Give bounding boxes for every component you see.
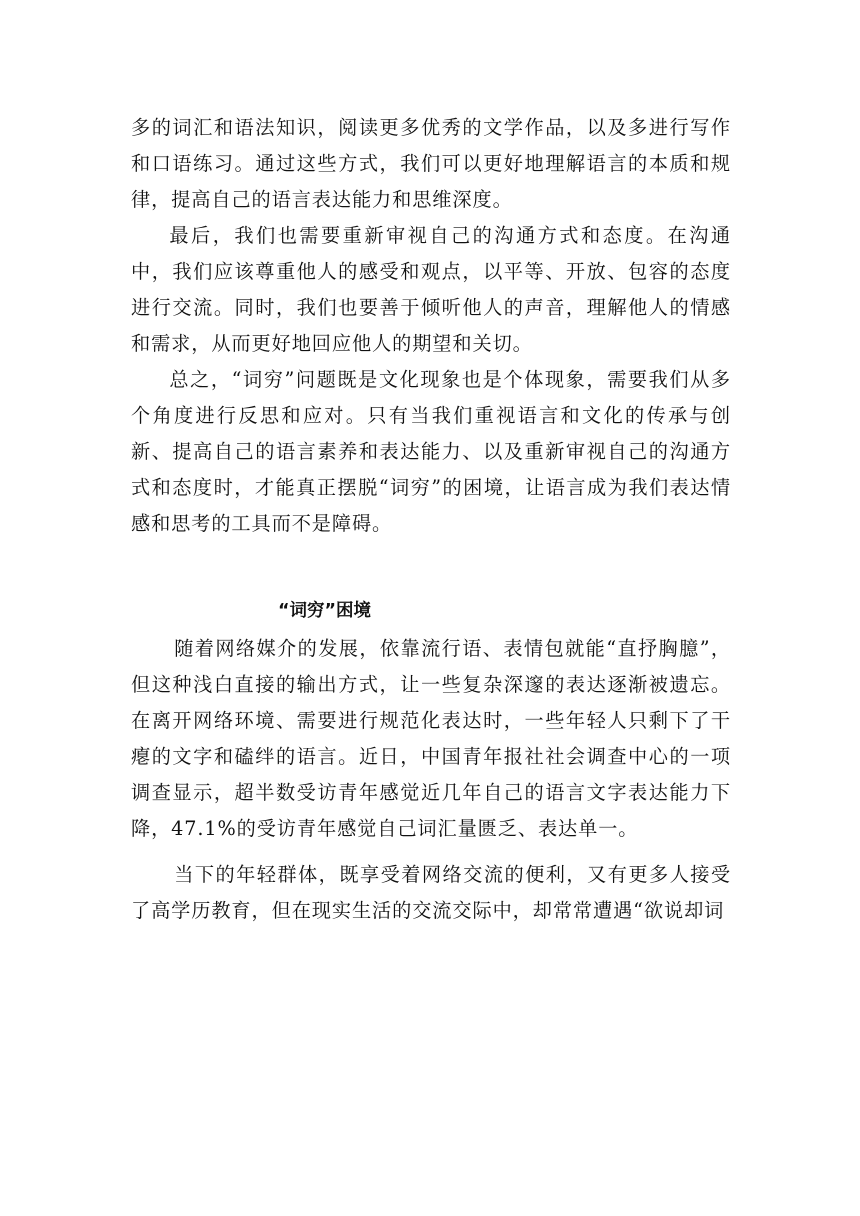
paragraph-network-media: 随着网络媒介的发展，依靠流行语、表情包就能“直抒胸臆”，但这种浅白直接的输出方式，让一些复杂深邃的表达逐渐被遗忘。在离开网络环境、需要进行规范化表达时，一些年轻人只剩下了干瘪的文字和磕绊的语言。近日，中国青年报社社会调查中心的一项调查显示，超半数受访青年感觉近几年自己的语言文字表达能力下降，47.1%的受访青年感觉自己词汇量匮乏、表达单一。: [131, 637, 731, 840]
section-heading: “词穷”困境: [278, 601, 372, 621]
paragraph-continuation: 多的词汇和语法知识，阅读更多优秀的文学作品，以及多进行写作和口语练习。通过这些方式，我们可以更好地理解语言的本质和规律，提高自己的语言表达能力和思维深度。: [131, 116, 731, 211]
paragraph-young-group: 当下的年轻群体，既享受着网络交流的便利，又有更多人接受了高学历教育，但在现实生活的交流交际中，却常常遭遇“欲说却词: [131, 863, 731, 922]
document-body: [131, 110, 731, 929]
paragraph-conclusion: 总之，“词穷”问题既是文化现象也是个体现象，需要我们从多个角度进行反思和应对。只有当我们重视语言和文化的传承与创新、提高自己的语言素养和表达能力、以及重新审视自己的沟通方式和态度时，才能真正摆脱“词穷”的困境，让语言成为我们表达情感和思考的工具而不是障碍。: [131, 368, 731, 535]
paragraph-finally: 最后，我们也需要重新审视自己的沟通方式和态度。在沟通中，我们应该尊重他人的感受和观点，以平等、开放、包容的态度进行交流。同时，我们也要善于倾听他人的声音，理解他人的情感和需求，从而更好地回应他人的期望和关切。: [131, 224, 731, 355]
